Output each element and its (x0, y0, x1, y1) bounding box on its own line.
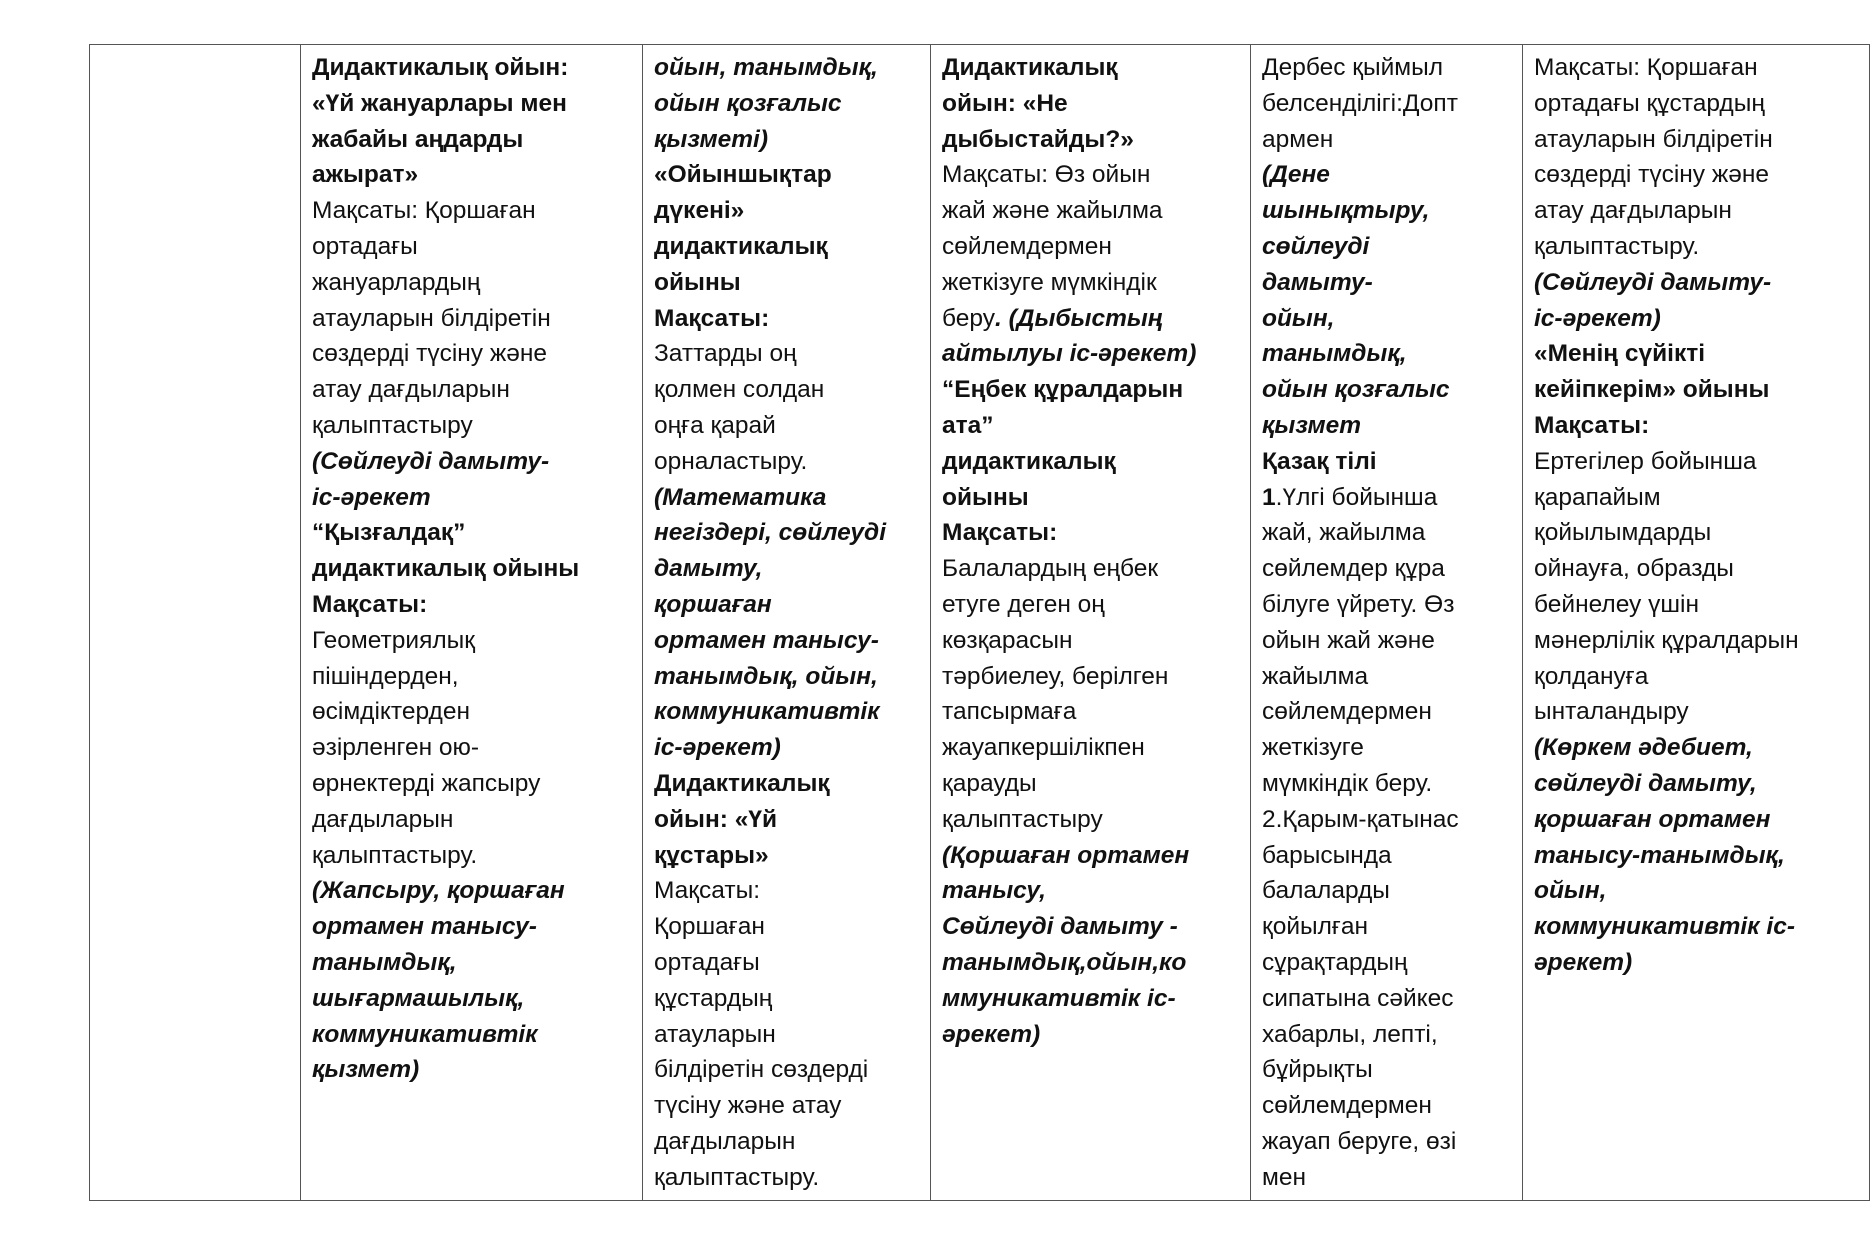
text-line: атауларын білдіретін (312, 304, 551, 332)
text-line: (Дене (1262, 161, 1330, 189)
text-line: пішіндерден, (312, 662, 459, 690)
text-line: «Үй жануарлары мен (312, 89, 567, 117)
text-line: дүкені» (654, 197, 745, 225)
text-line: армен (1262, 125, 1334, 153)
text-line: дамыту, (654, 555, 763, 583)
text-line: қызметі) (654, 125, 769, 153)
text-line: қоршаған ортамен (1534, 805, 1771, 833)
text-line: оңға қарай (654, 411, 776, 439)
table-row (90, 45, 1870, 1201)
text-fragment: .Үлгі бойынша (1275, 483, 1438, 511)
text-line: жауапкершілікпен (942, 734, 1145, 762)
text-line: көзқарасын (942, 626, 1073, 654)
text-line (1262, 480, 1514, 516)
text-line: сөйлемдермен (1262, 698, 1432, 726)
text-fragment: 1 (1262, 483, 1276, 511)
text-line: (Сөйлеуді дамыту- (1534, 268, 1772, 296)
text-line: Дербес қыймыл (1262, 54, 1444, 81)
plan-table (89, 44, 1870, 1201)
text-line: кейіпкерім» ойыны (1534, 376, 1770, 404)
text-line: сөйлемдер құра (1262, 555, 1445, 583)
text-line: сөйлеуді дамыту, (1534, 769, 1757, 797)
text-line: танысу, (942, 877, 1046, 905)
text-line: шынықтыру, (1262, 197, 1430, 225)
text-line: Заттарды оң (654, 340, 797, 368)
text-line: барысында (1262, 841, 1392, 869)
text-line: “Еңбек құралдарын (942, 376, 1184, 404)
text-line: ойын, (1262, 304, 1335, 332)
text-line: білуге үйрету. Өз (1262, 590, 1455, 618)
text-line: тәрбиелеу, берілген (942, 662, 1169, 690)
text-line: танысу-танымдық, (1534, 841, 1785, 869)
text-line: коммуникативтік іс- (1534, 913, 1795, 941)
text-line: ойын: «Не (942, 89, 1068, 117)
text-line: ойнауға, образды (1534, 555, 1734, 583)
text-line: жай және жайылма (942, 197, 1163, 225)
text-line: Мақсаты: (942, 519, 1058, 547)
text-line: танымдық, ойын, (654, 662, 878, 690)
text-line: ортадағы құстардың (1534, 89, 1765, 117)
text-line: (Көркем әдебиет, (1534, 734, 1753, 762)
text-line: Геометриялық (312, 626, 475, 654)
text-line: мәнерлілік құралдарын (1534, 626, 1799, 654)
text-line: ортамен танысу- (654, 626, 879, 654)
text-line: Дидактикалық (942, 54, 1118, 81)
text-line: әзірленген ою- (312, 734, 480, 762)
text-line: атауларын білдіретін (1534, 125, 1773, 153)
text-line: жауап беруге, өзі (1262, 1127, 1457, 1155)
text-line: Ертегілер бойынша (1534, 447, 1757, 475)
text-line: «Ойыншықтар (654, 161, 832, 189)
text-line: сұрақтардың (1262, 948, 1408, 976)
text-line: қарапайым (1534, 483, 1661, 511)
text-line: ортамен танысу- (312, 913, 537, 941)
text-line: Мақсаты: (312, 590, 428, 618)
cell-col5 (1523, 45, 1870, 1201)
text-fragment: беру (942, 304, 995, 332)
text-line: қалыптастыру. (654, 1163, 820, 1191)
text-line: орналастыру. (654, 447, 808, 475)
text-line: негіздері, сөйлеуді (654, 519, 886, 547)
text-line: “Қызғалдақ” (312, 519, 466, 547)
text-line: Қазақ тілі (1262, 447, 1377, 475)
text-line: ортадағы (654, 948, 760, 976)
text-line: құстардың (654, 984, 773, 1012)
text-line: ойыны (654, 268, 741, 296)
text-line (942, 301, 1242, 337)
text-line: ажырат» (312, 161, 419, 189)
text-line: ойын қозғалыс (654, 89, 842, 117)
text-line: іс-әрекет) (654, 734, 781, 762)
text-line: дыбыстайды?» (942, 125, 1134, 153)
empty-cell (90, 45, 301, 1201)
text-line: коммуникативтік (654, 698, 880, 726)
text-line: қолмен солдан (654, 376, 825, 404)
text-line: қойылымдарды (1534, 519, 1712, 547)
text-line: етуге деген оң (942, 590, 1105, 618)
text-line: ынталандыру (1534, 698, 1689, 726)
text-line: бейнелеу үшін (1534, 590, 1699, 618)
text-line: ойын қозғалыс (1262, 376, 1450, 404)
text-line: Дидактикалық (654, 769, 830, 797)
text-line: өрнектерді жапсыру (312, 769, 541, 797)
text-line: Мақсаты: Қоршаған (1534, 54, 1758, 81)
text-line: танымдық, (312, 948, 457, 976)
text-line: жабайы аңдарды (312, 125, 524, 153)
text-line: іс-әрекет) (1534, 304, 1661, 332)
text-line: атау дағдыларын (312, 376, 510, 404)
text-line: қолдануға (1534, 662, 1649, 690)
text-line: ата” (942, 411, 994, 439)
text-line: жайылма (1262, 662, 1369, 690)
text-line: дидактикалық (942, 447, 1116, 475)
text-line: өсімдіктерден (312, 698, 470, 726)
cell-col3 (931, 45, 1251, 1201)
text-line: түсіну және атау (654, 1092, 842, 1120)
text-line: әрекет) (1534, 948, 1633, 976)
text-line: дидактикалық (654, 232, 828, 260)
text-line: сөздерді түсіну және (312, 340, 548, 368)
text-line: мүмкіндік беру. (1262, 769, 1433, 797)
text-line: коммуникативтік (312, 1020, 538, 1048)
text-line: сөйлемдермен (1262, 1092, 1432, 1120)
text-line: ойын жай және (1262, 626, 1435, 654)
text-line: жай, жайылма (1262, 519, 1426, 547)
text-line: дағдыларын (312, 805, 454, 833)
text-line: білдіретін сөздерді (654, 1056, 869, 1084)
text-line: шығармашылық, (312, 984, 525, 1012)
text-line: қалыптастыру. (312, 841, 478, 869)
text-line: сипатына сәйкес (1262, 984, 1454, 1012)
text-line: қалыптастыру. (1534, 232, 1700, 260)
cell-col2 (643, 45, 931, 1201)
text-line: ортадағы (312, 232, 418, 260)
text-line: танымдық, (1262, 340, 1407, 368)
text-line: жануарлардың (312, 268, 481, 296)
text-line: Мақсаты: (1534, 411, 1650, 439)
cell-col4 (1251, 45, 1523, 1201)
text-line: қоршаған (654, 590, 772, 618)
text-line: сөйлемдермен (942, 232, 1112, 260)
text-line: Қоршаған (654, 913, 765, 941)
text-line: Мақсаты: Өз ойын (942, 161, 1151, 189)
text-line: дағдыларын (654, 1127, 796, 1155)
text-line: Дидактикалық ойын: (312, 54, 569, 81)
text-line: белсенділігі:Допт (1262, 89, 1458, 117)
text-line: қалыптастыру (312, 411, 473, 439)
text-line: танымдық,ойын,ко (942, 948, 1187, 976)
text-line: тапсырмаға (942, 698, 1077, 726)
text-line: балаларды (1262, 877, 1390, 905)
text-line: айтылуы іс-әрекет) (942, 340, 1197, 368)
text-line: ойын, (1534, 877, 1607, 905)
text-line: 2.Қарым-қатынас (1262, 805, 1459, 833)
text-line: ойын, танымдық, (654, 54, 878, 81)
text-line: қойылған (1262, 913, 1369, 941)
text-line: жеткізуге мүмкіндік (942, 268, 1157, 296)
text-line: хабарлы, лепті, (1262, 1020, 1438, 1048)
text-line: құстары» (654, 841, 769, 869)
text-line: ойыны (942, 483, 1029, 511)
text-line: жеткізуге (1262, 734, 1364, 762)
text-line: Балалардың еңбек (942, 555, 1159, 583)
text-line: сөйлеуді (1262, 232, 1370, 260)
text-line: бұйрықты (1262, 1056, 1373, 1084)
text-line: қалыптастыру (942, 805, 1103, 833)
text-line: ммуникативтік іс- (942, 984, 1176, 1012)
text-line: ойын: «Үй (654, 805, 778, 833)
text-line: атау дағдыларын (1534, 197, 1732, 225)
text-line: дидактикалық ойыны (312, 555, 580, 583)
text-line: қызмет (1262, 411, 1362, 439)
text-line: Мақсаты: (654, 877, 761, 905)
text-line: (Сөйлеуді дамыту- (312, 447, 550, 475)
text-line: қарауды (942, 769, 1037, 797)
text-line: атауларын (654, 1020, 776, 1048)
text-line: іс-әрекет (312, 483, 431, 511)
text-fragment: . (Дыбыстың (994, 304, 1163, 332)
text-line: қызмет) (312, 1056, 420, 1084)
text-line: сөздерді түсіну және (1534, 161, 1770, 189)
text-line: (Жапсыру, қоршаған (312, 877, 565, 905)
text-line: Мақсаты: Қоршаған (312, 197, 536, 225)
text-line: Сөйлеуді дамыту - (942, 913, 1178, 941)
cell-col1 (301, 45, 643, 1201)
text-line: әрекет) (942, 1020, 1041, 1048)
text-line: мен (1262, 1163, 1306, 1191)
text-line: «Менің сүйікті (1534, 340, 1706, 368)
text-line: Мақсаты: (654, 304, 770, 332)
text-line: дамыту- (1262, 268, 1373, 296)
text-line: (Математика (654, 483, 827, 511)
text-line: (Қоршаған ортамен (942, 841, 1190, 869)
